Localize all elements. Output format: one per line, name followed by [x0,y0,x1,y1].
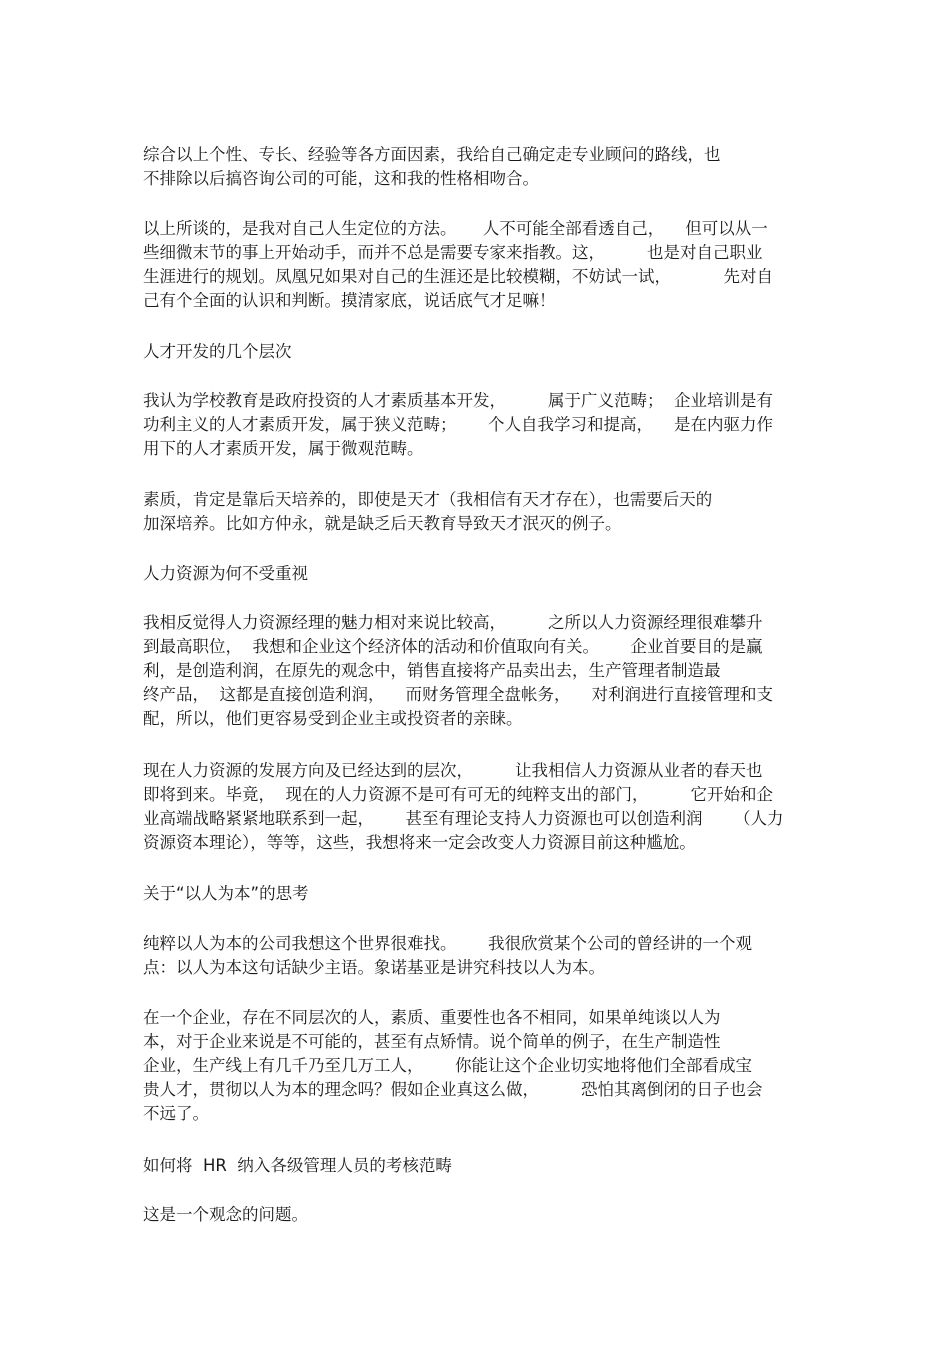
paragraph-people-oriented [143,932,813,980]
heading-text: 人力资源为何不受重视 [143,564,308,583]
section-heading [143,562,813,586]
text-line: 终产品， 这都是直接创造利润， 而财务管理全盘帐务， 对利润进行直接管理和支 [143,685,773,704]
paragraph-talent-levels [143,389,813,461]
section-heading [143,1154,813,1178]
paragraph-enterprise-example [143,1006,813,1126]
section-heading [143,882,813,906]
text-line: 本，对于企业来说是不可能的，甚至有点矫情。说个简单的例子，在生产制造性 [143,1032,721,1051]
text-line: 点：以人为本这句话缺少主语。象诺基亚是讲究科技以人为本。 [143,958,605,977]
text-line: 我相反觉得人力资源经理的魅力相对来说比较高， 之所以人力资源经理很难攀升 [143,613,763,632]
text-line: 用下的人才素质开发，属于微观范畴。 [143,439,424,458]
text-line: 资源资本理论），等等，这些，我想将来一定会改变人力资源目前这种尴尬。 [143,833,696,852]
text-line: 现在人力资源的发展方向及已经达到的层次， 让我相信人力资源从业者的春天也 [143,761,763,780]
text-line: 纯粹以人为本的公司我想这个世界很难找。 我很欣赏某个公司的曾经讲的一个观 [143,934,752,953]
text-line: 到最高职位， 我想和企业这个经济体的活动和价值取向有关。 企业首要目的是赢 [143,637,763,656]
text-line: 综合以上个性、专长、经验等各方面因素，我给自己确定走专业顾问的路线，也 [143,145,721,164]
section-heading [143,340,813,364]
text-line: 配，所以，他们更容易受到企业主或投资者的亲睐。 [143,709,523,728]
text-line: 利，是创造利润，在原先的观念中，销售直接将产品卖出去，生产管理者制造最 [143,661,721,680]
paragraph-hr-value [143,611,813,731]
text-line: 己有个全面的认识和判断。摸清家底，说话底气才足嘛！ [143,291,556,310]
text-line: 业高端战略紧紧地联系到一起， 甚至有理论支持人力资源也可以创造利润 （人力 [143,809,784,828]
text-line: 这是一个观念的问题。 [143,1205,308,1224]
text-line: 在一个企业，存在不同层次的人，素质、重要性也各不相同，如果单纯谈以人为 [143,1008,721,1027]
text-line: 以上所谈的，是我对自己人生定位的方法。 人不可能全部看透自己， 但可以从一 [143,219,768,238]
text-line: 功利主义的人才素质开发，属于狭义范畴； 个人自我学习和提高， 是在内驱力作 [143,415,773,434]
heading-text: 如何将 HR 纳入各级管理人员的考核范畴 [143,1156,452,1175]
paragraph-quality [143,488,813,536]
text-line: 不排除以后搞咨询公司的可能，这和我的性格相吻合。 [143,169,539,188]
text-line: 不远了。 [143,1104,209,1123]
text-line: 企业，生产线上有几千乃至几万工人， 你能让这个企业切实地将他们全部看成宝 [143,1056,752,1075]
text-line: 即将到来。毕竟， 现在的人力资源不是可有可无的纯粹支出的部门， 它开始和企 [143,785,773,804]
paragraph-self-assessment [143,217,813,313]
text-line: 素质，肯定是靠后天培养的，即使是天才（我相信有天才存在），也需要后天的 [143,490,713,509]
paragraph-hr-future [143,759,813,855]
text-line: 贵人才，贯彻以人为本的理念吗？假如企业真这么做， 恐怕其离倒闭的日子也会 [143,1080,763,1099]
text-line: 生涯进行的规划。凤凰兄如果对自己的生涯还是比较模糊，不妨试一试， 先对自 [143,267,773,286]
heading-text: 关于“以人为本”的思考 [143,884,309,903]
text-line: 加深培养。比如方仲永，就是缺乏后天教育导致天才泯灭的例子。 [143,514,622,533]
text-line: 我认为学校教育是政府投资的人才素质基本开发， 属于广义范畴； 企业培训是有 [143,391,773,410]
text-line: 些细微末节的事上开始动手，而并不总是需要专家来指教。这， 也是对自己职业 [143,243,763,262]
heading-text: 人才开发的几个层次 [143,342,292,361]
paragraph-positioning [143,143,813,191]
paragraph-concept [143,1203,813,1227]
